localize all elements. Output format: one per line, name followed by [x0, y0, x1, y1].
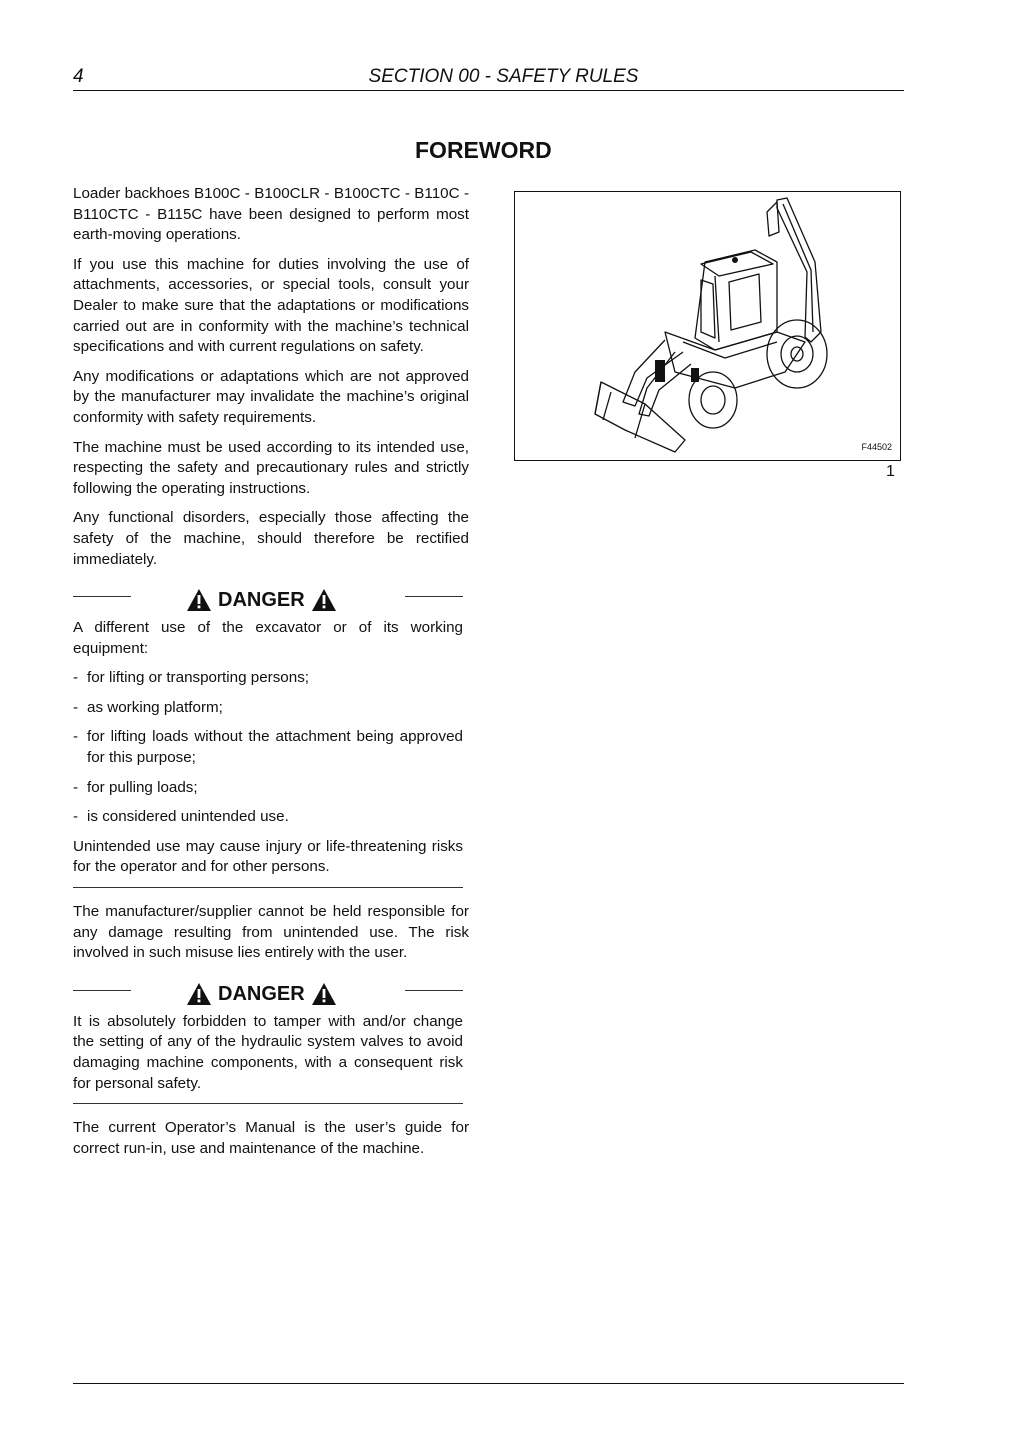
- danger-heading: [73, 588, 469, 616]
- warning-icon: [186, 982, 212, 1006]
- text-column: [73, 184, 469, 1168]
- list-item: - is considered unintended use.: [73, 808, 289, 826]
- warning-icon: [311, 982, 337, 1006]
- divider: [73, 596, 131, 597]
- danger-text: It is absolutely forbidden to tamper with and/or change the setting of any of the hydraulic system valves to avoid damaging machine components, with a consequent risk for personal safety.: [73, 1012, 463, 1092]
- divider: [405, 990, 463, 991]
- page-header: [73, 64, 904, 91]
- paragraph: Any functional disorders, especially those affecting the safety of the machine, should therefore be rectified immediately.: [73, 509, 469, 568]
- figure-number: 1: [886, 463, 895, 480]
- paragraph: Loader backhoes B100C - B100CLR - B100CTC - B110C - B110CTC - B115C have been designed to perform most earth-moving operations.: [73, 185, 469, 244]
- danger-block: [73, 618, 463, 888]
- list-item: - as working platform;: [73, 698, 223, 716]
- paragraph: The manufacturer/supplier cannot be held responsible for any damage resulting from unintended use. The risk involved in such misuse lies entirely with the user.: [73, 903, 469, 962]
- paragraph: If you use this machine for duties involving the use of attachments, accessories, or special tools, consult your Dealer to make sure that the adaptations or modifications carried out are in conformity with the machine’s technical specifications and with current regulations on safety.: [73, 255, 469, 356]
- page-title: FOREWORD: [415, 137, 552, 163]
- list-item: - for lifting or transporting persons;: [73, 669, 310, 687]
- section-title: SECTION 00 - SAFETY RULES: [368, 66, 639, 87]
- paragraph: The current Operator’s Manual is the user’s guide for correct run-in, use and maintenance of the machine.: [73, 1119, 469, 1157]
- footer-divider: [73, 1383, 904, 1384]
- warning-icon: [311, 588, 337, 612]
- danger-label: DANGER: [218, 588, 305, 611]
- danger-outro: Unintended use may cause injury or life-threatening risks for the operator and for other persons.: [73, 837, 463, 876]
- divider: [405, 596, 463, 597]
- divider: [73, 990, 131, 991]
- list-item: - for lifting loads without the attachment being approved for this purpose;: [73, 728, 463, 767]
- backhoe-loader-illustration: [515, 192, 900, 460]
- divider: [73, 1094, 463, 1104]
- figure-code: F44502: [861, 442, 892, 452]
- warning-icon: [186, 588, 212, 612]
- danger-intro: A different use of the excavator or of its working equipment:: [73, 619, 463, 657]
- paragraph: The machine must be used according to its intended use, respecting the safety and precautionary rules and strictly following the operating instructions.: [73, 438, 469, 497]
- danger-block: [73, 1012, 463, 1104]
- page-number: 4: [73, 66, 84, 87]
- paragraph: Any modifications or adaptations which are not approved by the manufacturer may invalidate the machine’s original conformity with safety requirements.: [73, 367, 469, 426]
- danger-label: DANGER: [218, 982, 305, 1005]
- backhoe-figure: [514, 191, 901, 461]
- danger-heading: [73, 982, 469, 1010]
- list-item: - for pulling loads;: [73, 778, 198, 796]
- divider: [73, 878, 463, 888]
